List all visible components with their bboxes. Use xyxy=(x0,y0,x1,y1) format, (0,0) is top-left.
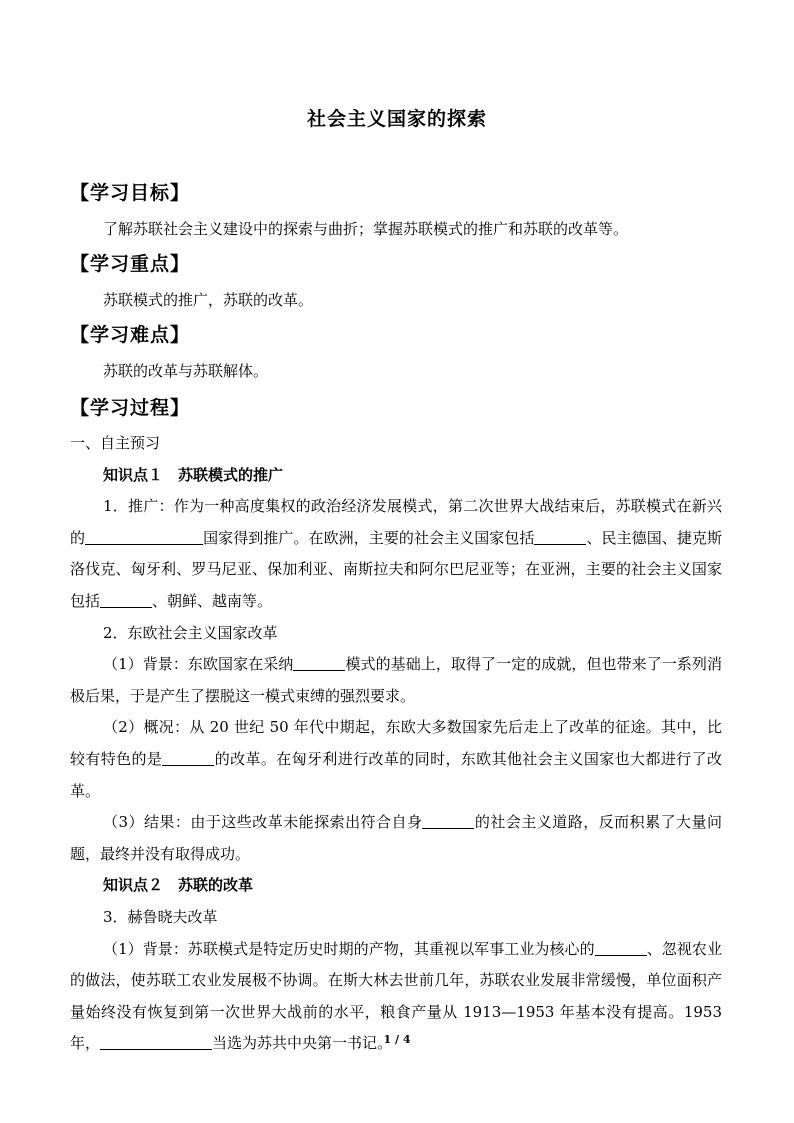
fill-blank[interactable] xyxy=(422,812,474,829)
key-points-text: 苏联模式的推广，苏联的改革。 xyxy=(103,291,314,309)
fill-blank[interactable] xyxy=(534,528,586,545)
fill-blank[interactable] xyxy=(595,939,647,956)
study-process-body xyxy=(70,428,722,1060)
paragraph-background: （1）背景：东欧国家在采纳 模式的基础上，取得了一定的成就，但也带来了一系列消极后果，于是产生了摆脱这一模式束缚的强烈要求。 xyxy=(70,655,722,705)
fill-blank[interactable] xyxy=(100,591,152,608)
difficulties-text: 苏联的改革与苏联解体。 xyxy=(103,362,269,380)
paragraph-khrushchev-reform: 3．赫鲁晓夫改革 xyxy=(103,907,218,926)
paragraph-khrushchev-background: （1）背景：苏联模式是特定历史时期的产物，其重视以军事工业为核心的 、忽视农业的做法，使苏联工农业发展极不协调。在斯大林去世前几年，苏联农业发展非常缓慢，单位面积产量始终没有恢复到第一次世界大战前的水平，粮食产量从 1913—1953 年基本没有提高。1953 年， 当选为苏共中央第一书记。 xyxy=(70,939,722,1053)
paragraph-overview: （2）概况：从 20 世纪 50 年代中期起，东欧大多数国家先后走上了改革的征途。其中，比较有特色的是 的改革。在匈牙利进行改革的同时，东欧其他社会主义国家也大都进行了改革。 xyxy=(70,718,722,800)
paragraph-east-europe-reform: 2．东欧社会主义国家改革 xyxy=(103,623,278,642)
objectives-text: 了解苏联社会主义建设中的探索与曲折；掌握苏联模式的推广和苏联的改革等。 xyxy=(103,220,629,238)
heading-key-points: 【学习重点】 xyxy=(70,253,191,275)
knowledge-point-1-title: 知识点１ 苏联模式的推广 xyxy=(103,465,284,484)
document-title: 社会主义国家的探索 xyxy=(306,108,487,130)
heading-difficulties: 【学习难点】 xyxy=(70,324,191,346)
part-one-heading: 一、自主预习 xyxy=(70,434,161,452)
paragraph-result: （3）结果：由于这些改革未能探索出符合自身 的社会主义道路，反而积累了大量问题，最终并没有取得成功。 xyxy=(70,813,722,863)
page-number: 1 / 4 xyxy=(383,1033,411,1046)
knowledge-point-2-title: 知识点２ 苏联的改革 xyxy=(103,876,254,895)
heading-process: 【学习过程】 xyxy=(70,397,191,419)
paragraph-promotion: 1．推广：作为一种高度集权的政治经济发展模式，第二次世界大战结束后，苏联模式在新兴的 国家得到推广。在欧洲，主要的社会主义国家包括 、民主德国、捷克斯洛伐克、匈牙利、罗马尼亚、保加利亚、南斯拉夫和阿尔巴尼亚等；在亚洲，主要的社会主义国家包括 、朝鲜、越南等。 xyxy=(70,497,722,610)
fill-blank[interactable] xyxy=(162,749,214,766)
heading-objectives: 【学习目标】 xyxy=(70,182,191,204)
fill-blank[interactable] xyxy=(293,654,345,671)
fill-blank[interactable] xyxy=(85,528,203,545)
